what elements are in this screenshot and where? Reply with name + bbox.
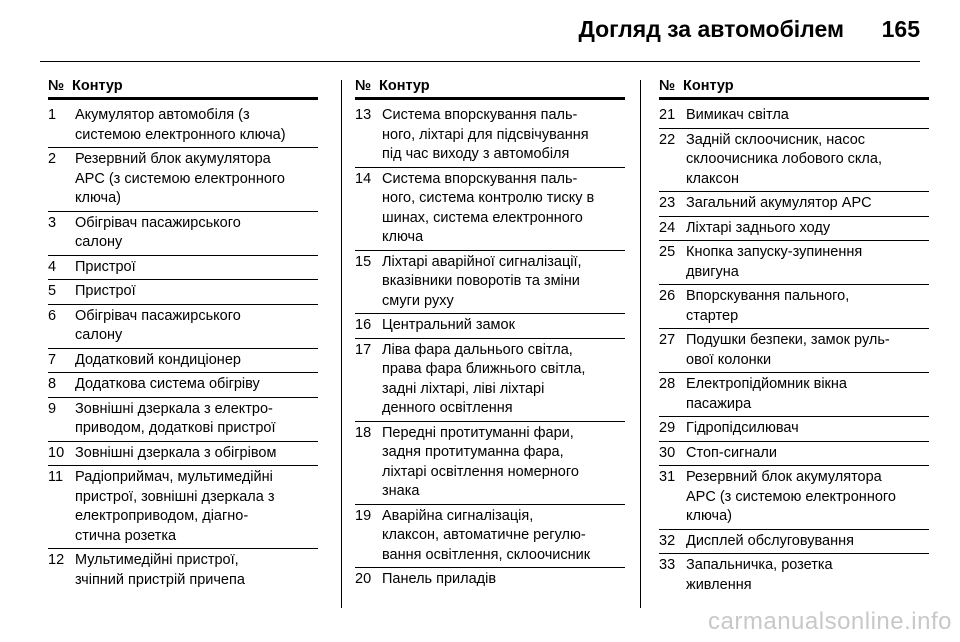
table-row: [355, 314, 625, 339]
circuit-description: Додатковий кондиціонер: [75, 351, 241, 368]
table-row: [48, 549, 318, 592]
table-row: [48, 212, 318, 256]
circuit-description: Впорскування пального, стартер: [686, 288, 850, 324]
circuit-description: Резервний блок акумулятора APC (з системою електронного ключа): [75, 151, 285, 206]
table-row: [48, 442, 318, 467]
circuit-description: Зовнішні дзеркала з обігрівом: [75, 444, 277, 461]
fuse-number: 24: [659, 219, 676, 236]
table-row: [659, 554, 929, 597]
circuit-description: Додаткова система обігріву: [75, 376, 260, 392]
table-row: [659, 104, 929, 129]
column-divider: [640, 80, 641, 608]
circuit-description: Обігрівач пасажирського салону: [75, 214, 241, 250]
circuit-description: Передні протитуманні фари, задня протитуманна фара, ліхтарі освітлення номерного знака: [382, 424, 579, 499]
fuse-number: 17: [355, 341, 372, 358]
table-row: [48, 349, 318, 374]
table-row: [659, 442, 929, 467]
fuse-number: 6: [48, 307, 57, 324]
number-header: №: [48, 78, 65, 94]
circuit-description: Мультимедійні пристрої, зчіпний пристрій причепа: [75, 552, 245, 588]
header-divider: [40, 61, 920, 62]
table-row: [48, 280, 318, 305]
circuit-description: Ліва фара дальнього світла, права фара ближнього світла, задні ліхтарі, ліві ліхтарі денного освітлення: [382, 341, 586, 416]
fuse-number: 20: [355, 571, 372, 587]
fuse-number: 33: [659, 557, 676, 573]
column-header: [48, 78, 318, 100]
circuit-description: Панель приладів: [382, 571, 497, 587]
circuit-description: Центральний замок: [382, 317, 515, 333]
table-row: [48, 466, 318, 549]
entry-list: [659, 104, 929, 597]
fuse-number: 15: [355, 253, 372, 270]
fuse-number: 28: [659, 376, 676, 392]
column-divider: [341, 80, 342, 608]
fuse-number: 26: [659, 288, 676, 304]
page-number: 165: [881, 16, 920, 42]
circuit-header: Контур: [72, 78, 123, 94]
circuit-description: Система впорскування паль- ного, ліхтарі для підсвічування під час виходу з автомобіля: [382, 107, 589, 162]
fuse-number: 14: [355, 170, 372, 187]
watermark: carmanualsonline.info: [708, 608, 952, 635]
circuit-description: Дисплей обслуговування: [686, 532, 854, 549]
circuit-header: Контур: [683, 78, 734, 94]
fuse-table-column-3: [659, 78, 929, 597]
circuit-description: Система впорскування паль- ного, система контролю тиску в шинах, система електронного ключа: [382, 170, 595, 245]
fuse-number: 11: [48, 469, 64, 485]
circuit-description: Загальний акумулятор APC: [686, 195, 872, 211]
circuit-description: Пристрої: [75, 258, 136, 275]
table-row: [355, 168, 625, 251]
circuit-description: Гідропідсилювач: [686, 420, 799, 436]
fuse-number: 29: [659, 420, 676, 436]
circuit-description: Стоп-сигнали: [686, 444, 777, 461]
table-row: [659, 466, 929, 530]
column-header: [659, 78, 929, 100]
table-row: [355, 251, 625, 315]
table-row: [48, 398, 318, 442]
fuse-number: 5: [48, 283, 57, 299]
fuse-number: 4: [48, 258, 57, 275]
entry-list: [355, 104, 625, 592]
fuse-number: 16: [355, 317, 372, 333]
fuse-number: 23: [659, 195, 676, 211]
circuit-description: Аварійна сигналізація, клаксон, автоматичне регулю- вання освітлення, склоочисник: [382, 507, 591, 563]
fuse-number: 18: [355, 424, 372, 441]
entry-list: [48, 104, 318, 592]
table-row: [659, 285, 929, 329]
fuse-table-column-1: [48, 78, 318, 592]
table-row: [659, 530, 929, 555]
circuit-description: Резервний блок акумулятора APC (з системою електронного ключа): [686, 469, 896, 524]
fuse-number: 3: [48, 214, 57, 231]
table-row: [355, 104, 625, 168]
fuse-number: 13: [355, 107, 372, 123]
table-row: [659, 129, 929, 193]
table-row: [659, 417, 929, 442]
number-header: №: [355, 78, 372, 94]
number-header: №: [659, 78, 676, 94]
fuse-number: 32: [659, 532, 676, 549]
circuit-description: Вимикач світла: [686, 107, 789, 123]
fuse-number: 9: [48, 400, 57, 417]
column-header: [355, 78, 625, 100]
fuse-number: 31: [659, 469, 676, 485]
table-row: [355, 422, 625, 505]
table-row: [48, 256, 318, 281]
table-row: [48, 104, 318, 148]
fuse-number: 7: [48, 351, 57, 368]
table-row: [48, 305, 318, 349]
table-row: [355, 568, 625, 592]
fuse-number: 12: [48, 552, 65, 568]
page-title: Догляд за автомобілем: [578, 16, 844, 42]
fuse-number: 21: [659, 107, 676, 123]
fuse-number: 1: [48, 107, 57, 123]
fuse-number: 2: [48, 151, 57, 167]
circuit-description: Електропідйомник вікна пасажира: [686, 376, 847, 412]
table-row: [355, 505, 625, 569]
circuit-description: Запальничка, розетка живлення: [686, 557, 833, 593]
fuse-number: 27: [659, 332, 676, 348]
fuse-number: 30: [659, 444, 676, 461]
page-header: [0, 0, 960, 60]
circuit-description: Кнопка запуску-зупинення двигуна: [686, 244, 863, 280]
table-row: [659, 241, 929, 285]
circuit-header: Контур: [379, 78, 430, 94]
circuit-description: Ліхтарі аварійної сигналізації, вказівники поворотів та зміни смуги руху: [382, 253, 582, 309]
circuit-description: Акумулятор автомобіля (з системою електронного ключа): [75, 107, 286, 143]
table-row: [659, 217, 929, 242]
fuse-number: 22: [659, 131, 676, 148]
circuit-description: Радіоприймач, мультимедійні пристрої, зовнішні дзеркала з електроприводом, діагно- стична розетка: [75, 469, 275, 544]
fuse-number: 8: [48, 376, 57, 392]
table-row: [355, 339, 625, 422]
table-row: [659, 373, 929, 417]
table-row: [659, 329, 929, 373]
circuit-description: Пристрої: [75, 283, 136, 299]
circuit-description: Ліхтарі заднього ходу: [686, 219, 831, 236]
fuse-number: 19: [355, 507, 372, 524]
table-row: [659, 192, 929, 217]
fuse-number: 10: [48, 444, 65, 461]
circuit-description: Подушки безпеки, замок руль- ової колонки: [686, 332, 890, 368]
circuit-description: Зовнішні дзеркала з електро- приводом, додаткові пристрої: [75, 400, 276, 436]
circuit-description: Обігрівач пасажирського салону: [75, 307, 241, 343]
table-row: [48, 148, 318, 212]
table-row: [48, 373, 318, 398]
fuse-number: 25: [659, 244, 676, 260]
circuit-description: Задній склоочисник, насос склоочисника лобового скла, клаксон: [686, 131, 882, 187]
fuse-table-column-2: [355, 78, 625, 592]
